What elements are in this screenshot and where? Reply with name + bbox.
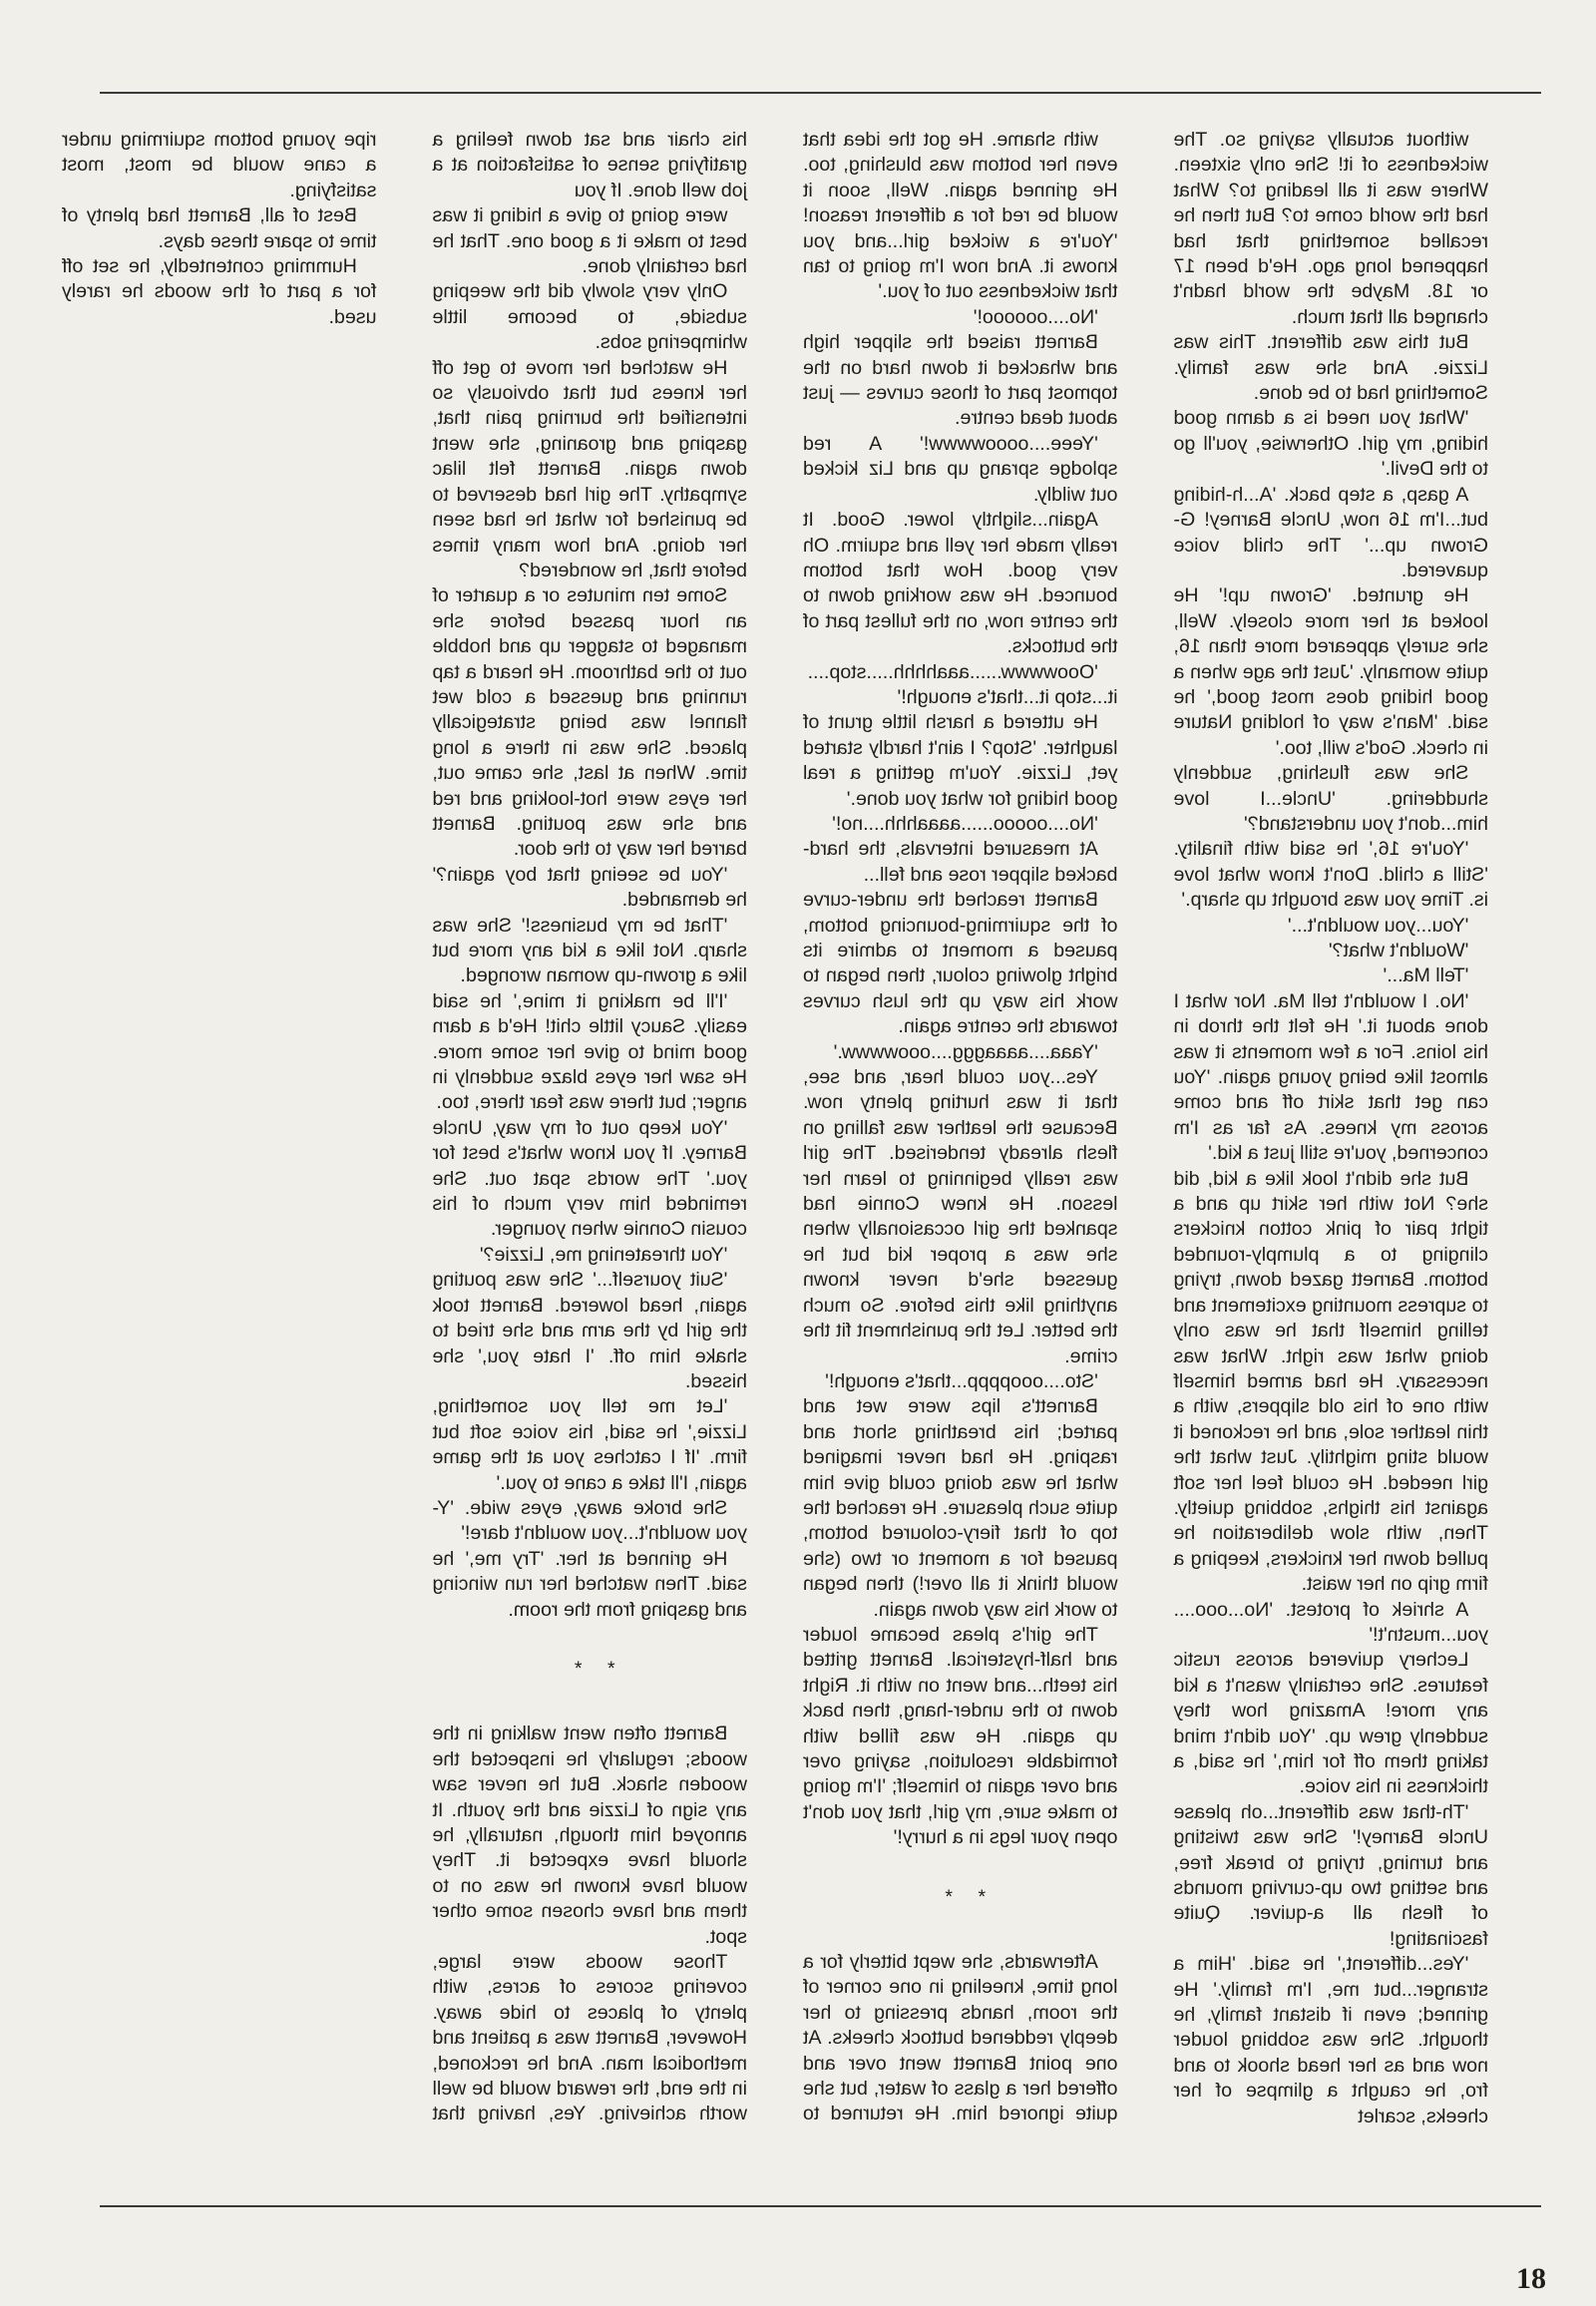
paragraph: Humming contentedly, he set off for a part of the woods he rarely used. xyxy=(62,255,377,328)
paragraph: 'You're 16,' he said with finality. 'Still a child. Don't know what love is. Time you was brought up sharp.' xyxy=(1173,838,1488,912)
paragraph: Yes...you could hear, and see, that it was hurting plenty now. Because the leather was falling on flesh already tenderised. The girl was really beginning to learn her lesson. He knew Connie had spanked the girl occasionally when she was a proper kid but he guessed she'd never known anything like this before. So much the better. Let the punishment fit the crime. xyxy=(803,1066,1118,1367)
paragraph: But she didn't look like a kid, did she? Not with her skirt up and a tight pair of pink cotton knickers clinging to a plumply-rounded bottom. Barnett gazed down, trying to supress mounting excitement and telling himself that he was only doing what was right. What was necessary. He had armed himself with one of his old slippers, with a thin leather sole, and he reckoned it would sting mightily. Just what the girl needed. He could feel her soft against his thighs, sobbing quietly. Then, with slow deliberation he pulled down her knickers, keeping a firm grip on her waist. xyxy=(1173,1167,1488,1596)
paragraph: She broke away, eyes wide. 'Y-you wouldn't...you wouldn't dare!' xyxy=(432,1496,747,1545)
paragraph: 'Yes...different,' he said. 'Him a stranger...but me, I'm family.' He grinned; even if distant family, he thought. She was sobbing louder now and as her head shook to and fro, he caught a glimpse of her cheeks, scarlet xyxy=(1173,1953,1488,2127)
paragraph: Afterwards, she wept bitterly for a long time, kneeling in one corner of the room, hands pressing to her deeply reddened buttock cheeks. At one point Barnett went over and offered her a glass of water, but she quite ignored him. He returned to his chair and sat down feeling a gratifying sense of satisfaction at a job well done. If you xyxy=(432,129,1118,2125)
paragraph: Barnett raised the slipper high and whacked it down hard on the topmost part of those curves — just about dead centre. xyxy=(803,331,1118,430)
paragraph: 'What you need is a damn good hiding, my girl. Otherwise, you'll go to the Devil.' xyxy=(1173,407,1488,481)
paragraph: 'No....oooooo!' xyxy=(973,305,1098,328)
paragraph: Again...slightly lower. Good. It really made her yell and squirm. Oh very good. How that bottom bounced. He was working down to the centre now, on the fullest part of the buttocks. xyxy=(803,509,1118,658)
section-separator: * * xyxy=(564,1657,615,1680)
paragraph: 'Th-that was different...oh please Uncle Barney!' She was twisting and turning, trying to break free, and setting two up-curving mounds of flesh all a-quiver. Quite fascinating! xyxy=(1173,1800,1488,1950)
paragraph: Some ten minutes or a quarter of an hour passed before she managed to stagger up and hobble out to the bathroom. He heard a tap running and guessed a cold wet flannel was being strategically placed. She was in there a long time. When at last, she came out, her eyes were hot-looking and red and she was pouting. Barnett barred her way to the door. xyxy=(432,584,747,861)
paragraph: A gasp, a step back. 'A...h-hiding but...I'm 16 now, Uncle Barney! G-Grown up...' The child voice quavered. xyxy=(1173,483,1488,581)
paragraph: 'You...you wouldn't...' xyxy=(1287,914,1469,937)
section-separator: * * xyxy=(935,1885,987,1908)
paragraph: 'Yeee....oooowwww!' A red splodge sprang up and Liz kicked out wildly. xyxy=(803,432,1118,506)
paragraph: The girl's pleas became louder and half-hysterical. Barnett gritted his teeth...and went on with it. Right down to the under-hang, then back up again. He was filled with formidable resolution, saying over and over again to himself; 'I'm going to make sure, my girl, that you don't open your legs in a hurry!' xyxy=(803,1623,1118,1849)
paragraph: 'Yaaa....aaaaggg....ooowwww.' xyxy=(833,1040,1098,1063)
paragraph: 'You keep out of my way, Uncle Barney. If you know what's best for you.' The words spat out. She reminded him very much of his cousin Connie when younger. xyxy=(432,1116,747,1241)
paragraph: Barnett reached the under-curve of the squirming-bouncing bottom, paused a moment to admire its bright glowing colour, then began to work his way up the lush curves towards the centre again. xyxy=(803,889,1118,1038)
paragraph: 'Suit yourself...' She was pouting again, head lowered. Barnett took the girl by the arm and she tried to shake him off. 'I hate you,' she hissed. xyxy=(432,1269,747,1392)
paragraph: Those woods were large, covering scores of acres, with plenty of places to hide away. However, Barnett was a patient and methodical man. And he reckoned, in the end, the reward would be well worth achieving. Yes, having that ripe young bottom squirming under a cane would be most, most satisfying. xyxy=(62,129,747,2125)
paragraph: 'Ooowwww......aaahhhh.....stop.... it...stop it...that's enough!' xyxy=(807,660,1118,708)
paragraph: 'You be seeing that boy again?' he demanded. xyxy=(432,863,747,912)
paragraph: 'Tell Ma...' xyxy=(1383,964,1469,987)
paragraph: without actually saying so. The wickedness of it! She only sixteen. Where was it all leading to? What had the world come to? But then he recalled something that had happened long ago. He'd been 17 or 18. Maybe the world hadn't changed all that much. xyxy=(1173,129,1488,328)
paragraph: Only very slowly did the weeping subside, to become little whimpering sobs. xyxy=(432,280,747,354)
paragraph: A shriek of protest. 'No...ooo.... you...mustn't!' xyxy=(1173,1598,1488,1646)
paragraph: At measured intervals, the hard-backed slipper rose and fell... xyxy=(803,838,1118,886)
paragraph: Barnett's lips were wet and parted; his breathing short and rasping. He had never imagined what he was doing could give him quite such pleasure. He reached the top of that fiery-coloured bottom, paused for a moment or two (she would think it all over!) then began to work his way down again. xyxy=(803,1395,1118,1621)
paragraph: 'I'll be making it mine,' he said easily. Saucy little chit! He'd a darn good mind to give her some more. He saw her eyes blaze suddenly in anger; but there was fear there, too. xyxy=(432,989,747,1114)
paragraph: Best of all, Barnett had plenty of time to spare these days. xyxy=(62,204,377,252)
paragraph: Lechery quivered across rustic features. She certainly wasn't a kid any more! Amazing how they suddenly grew up. 'You didn't mind taking them off for him,' he said, a thickness in his voice. xyxy=(1173,1649,1488,1798)
paragraph: She was flushing, suddenly shuddering. 'Uncle...I love him...don't you understand?' xyxy=(1173,762,1488,835)
paragraph: 'You threatening me, Lizzie?' xyxy=(479,1243,728,1266)
paragraph: with shame. He got the idea that even her bottom was blushing, too. He grinned again. Well, soon it would be red for a different reason! 'You're a wicked girl...and you knows it. And now I'm going to tan that wickedness out of you.' xyxy=(803,129,1118,303)
paragraph: But this was different. This was Lizzie. And she was family. Something had to be done. xyxy=(1173,331,1488,405)
page-number: 18 xyxy=(1516,2262,1546,2295)
paragraph: He grinned at her. 'Try me,' he said. Then watched her run wincing and gasping from the room. xyxy=(432,1547,747,1621)
paragraph: Barnett often went walking in the woods; regularly he inspected the wooden shack. But he never saw any sign of Lizzie and the youth. It annoyed him though, naturally, he should have expected it. They would have known he was on to them and have chosen some other spot. xyxy=(432,1723,747,1948)
paragraph: He watched her move to get off her knees but that obviously so intensified the burning pain that, gasping and groaning, she went down again. Barnett felt lilac sympathy. The girl had deserved to be punished for what he had seen her doing. And how many times before that, he wondered? xyxy=(432,356,747,581)
paragraph: 'That be my business!' She was sharp. Not like a kid any more but like a grown-up woman wronged. xyxy=(432,914,747,987)
paragraph: 'No....ooooo......aaaahhh....no!' xyxy=(832,812,1098,835)
paragraph: 'Let me tell you something, Lizzie,' he said, his voice soft but firm. 'If I catches you at the game again, I'll take a cane to you.' xyxy=(432,1395,747,1494)
paragraph: He uttered a harsh little grunt of laughter. 'Stop? I ain't hardly started yet, Lizzie. You'm getting a real good hiding for what you done.' xyxy=(803,711,1118,810)
paragraph: were going to give a hiding it was best to make it a good one. That he had certainly done. xyxy=(432,204,747,278)
article-columns xyxy=(62,128,1488,2132)
paragraph: 'Sto....ooopppp...that's enough!' xyxy=(825,1369,1098,1392)
paragraph: 'Wouldn't what?' xyxy=(1328,940,1469,961)
paragraph: He grunted. 'Grown up!' He looked at her more closely. Well, she surely appeared more than 16, quite womanly. 'Just the age when a good hiding does most good,' he said. 'Man's way of holding Nature in check. God's will, too.' xyxy=(1173,584,1488,759)
paragraph: 'No. I wouldn't tell Ma. Nor what I done about it.' He felt the throb in his loins. For a few moments it was almost like being young again. 'You can get that skirt off and come across my knees. As far as I'm concerned, you're still just a kid.' xyxy=(1173,989,1488,1165)
